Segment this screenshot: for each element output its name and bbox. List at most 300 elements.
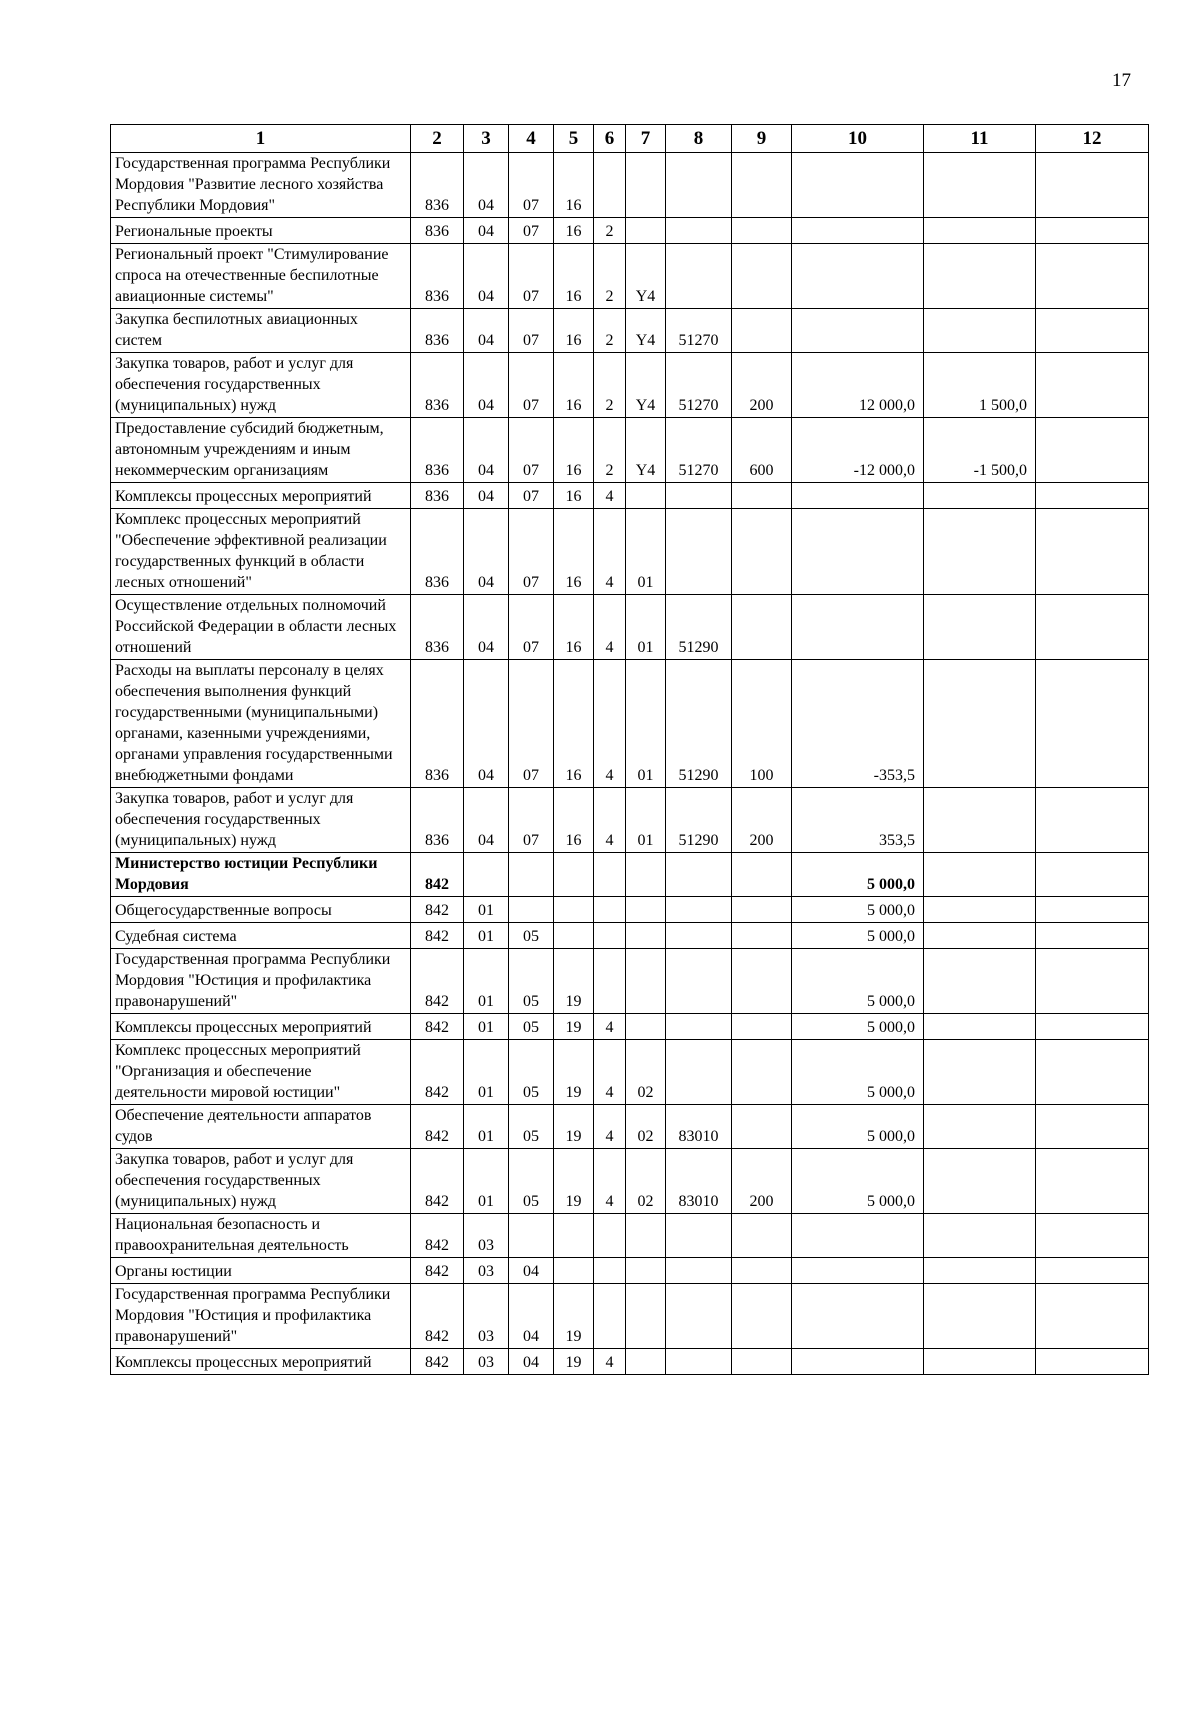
section-code-cell: 842 [411, 1040, 464, 1105]
amount-col12-cell [1036, 1349, 1149, 1375]
table-row [111, 1149, 1149, 1214]
amount-col11-cell [924, 595, 1036, 660]
chapter-code-cell: 04 [464, 660, 509, 788]
expense-type-cell [732, 483, 792, 509]
expense-type-cell [732, 595, 792, 660]
expense-type-cell [732, 1284, 792, 1349]
chapter-code-cell: 03 [464, 1349, 509, 1375]
column-header: 3 [464, 125, 509, 153]
event-code-cell: Y4 [626, 309, 666, 353]
table-row [111, 897, 1149, 923]
event-code-cell [626, 853, 666, 897]
amount-col11-cell [924, 897, 1036, 923]
amount-col11-cell [924, 1284, 1036, 1349]
amount-col10-cell [792, 509, 924, 595]
event-code-cell: 01 [626, 788, 666, 853]
table-row [111, 923, 1149, 949]
direction-code-cell [666, 923, 732, 949]
subsection-code-cell: 04 [509, 1349, 554, 1375]
column-header: 7 [626, 125, 666, 153]
amount-col11-cell [924, 1149, 1036, 1214]
section-code-cell: 836 [411, 309, 464, 353]
section-code-cell: 836 [411, 153, 464, 218]
event-code-cell: 01 [626, 660, 666, 788]
amount-col12-cell [1036, 483, 1149, 509]
row-name-cell: Комплексы процессных мероприятий [111, 1349, 411, 1375]
chapter-code-cell: 03 [464, 1258, 509, 1284]
direction-code-cell [666, 483, 732, 509]
subsection-code-cell: 07 [509, 353, 554, 418]
event-code-cell: Y4 [626, 418, 666, 483]
row-name-cell: Органы юстиции [111, 1258, 411, 1284]
table-row [111, 1014, 1149, 1040]
table-row [111, 244, 1149, 309]
subprogram-code-cell: 4 [594, 1349, 626, 1375]
amount-col12-cell [1036, 923, 1149, 949]
amount-col11-cell [924, 483, 1036, 509]
amount-col10-cell: 5 000,0 [792, 949, 924, 1014]
row-name-cell: Закупка товаров, работ и услуг для обеспечения государственных (муниципальных) нужд [111, 788, 411, 853]
program-code-cell: 16 [554, 509, 594, 595]
event-code-cell [626, 1349, 666, 1375]
amount-col10-cell [792, 153, 924, 218]
amount-col10-cell: 5 000,0 [792, 1040, 924, 1105]
row-name-cell: Комплекс процессных мероприятий "Обеспечение эффективной реализации государственных функций в области лесных отношений" [111, 509, 411, 595]
subprogram-code-cell: 2 [594, 244, 626, 309]
table-row [111, 1258, 1149, 1284]
amount-col11-cell [924, 153, 1036, 218]
event-code-cell [626, 1284, 666, 1349]
subprogram-code-cell: 4 [594, 1149, 626, 1214]
event-code-cell [626, 218, 666, 244]
direction-code-cell [666, 1284, 732, 1349]
row-name-cell: Закупка товаров, работ и услуг для обеспечения государственных (муниципальных) нужд [111, 353, 411, 418]
amount-col11-cell: 1 500,0 [924, 353, 1036, 418]
row-name-cell: Комплексы процессных мероприятий [111, 483, 411, 509]
amount-col12-cell [1036, 595, 1149, 660]
table-row [111, 660, 1149, 788]
subprogram-code-cell: 2 [594, 353, 626, 418]
amount-col12-cell [1036, 1105, 1149, 1149]
expense-type-cell [732, 923, 792, 949]
column-header: 9 [732, 125, 792, 153]
chapter-code-cell: 04 [464, 788, 509, 853]
amount-col11-cell [924, 788, 1036, 853]
table-row [111, 1040, 1149, 1105]
row-name-cell: Государственная программа Республики Мордовия "Юстиция и профилактика правонарушений" [111, 1284, 411, 1349]
program-code-cell: 16 [554, 353, 594, 418]
section-code-cell: 842 [411, 1214, 464, 1258]
expense-type-cell [732, 153, 792, 218]
direction-code-cell [666, 949, 732, 1014]
subsection-code-cell: 07 [509, 509, 554, 595]
table-row [111, 595, 1149, 660]
chapter-code-cell: 01 [464, 1014, 509, 1040]
table-row [111, 853, 1149, 897]
subprogram-code-cell: 4 [594, 595, 626, 660]
subprogram-code-cell: 4 [594, 509, 626, 595]
chapter-code-cell: 04 [464, 509, 509, 595]
subsection-code-cell: 07 [509, 309, 554, 353]
expense-type-cell [732, 218, 792, 244]
program-code-cell [554, 1214, 594, 1258]
amount-col12-cell [1036, 853, 1149, 897]
program-code-cell: 19 [554, 1105, 594, 1149]
chapter-code-cell: 04 [464, 218, 509, 244]
event-code-cell [626, 949, 666, 1014]
direction-code-cell: 51290 [666, 595, 732, 660]
subsection-code-cell: 07 [509, 218, 554, 244]
program-code-cell: 16 [554, 309, 594, 353]
subsection-code-cell: 07 [509, 660, 554, 788]
column-header: 8 [666, 125, 732, 153]
direction-code-cell: 51270 [666, 418, 732, 483]
amount-col10-cell [792, 244, 924, 309]
column-header: 12 [1036, 125, 1149, 153]
subprogram-code-cell: 2 [594, 218, 626, 244]
expense-type-cell [732, 1214, 792, 1258]
expense-type-cell: 200 [732, 788, 792, 853]
amount-col10-cell [792, 309, 924, 353]
row-name-cell: Региональный проект "Стимулирование спроса на отечественные беспилотные авиационные системы" [111, 244, 411, 309]
column-header: 11 [924, 125, 1036, 153]
chapter-code-cell: 03 [464, 1284, 509, 1349]
table-row [111, 218, 1149, 244]
column-header: 1 [111, 125, 411, 153]
chapter-code-cell: 01 [464, 1105, 509, 1149]
expense-type-cell: 600 [732, 418, 792, 483]
program-code-cell [554, 1258, 594, 1284]
table-row [111, 353, 1149, 418]
subsection-code-cell: 07 [509, 244, 554, 309]
section-code-cell: 836 [411, 218, 464, 244]
chapter-code-cell: 01 [464, 949, 509, 1014]
section-code-cell: 842 [411, 1014, 464, 1040]
subsection-code-cell: 07 [509, 595, 554, 660]
amount-col11-cell [924, 1040, 1036, 1105]
subprogram-code-cell [594, 949, 626, 1014]
event-code-cell [626, 483, 666, 509]
section-code-cell: 842 [411, 897, 464, 923]
direction-code-cell [666, 1349, 732, 1375]
chapter-code-cell: 01 [464, 897, 509, 923]
amount-col10-cell: 353,5 [792, 788, 924, 853]
amount-col10-cell [792, 1258, 924, 1284]
section-code-cell: 836 [411, 509, 464, 595]
amount-col10-cell [792, 595, 924, 660]
program-code-cell [554, 853, 594, 897]
amount-col12-cell [1036, 897, 1149, 923]
direction-code-cell: 51290 [666, 788, 732, 853]
table-row [111, 1349, 1149, 1375]
section-code-cell: 842 [411, 1105, 464, 1149]
program-code-cell: 16 [554, 483, 594, 509]
amount-col10-cell: 5 000,0 [792, 1105, 924, 1149]
section-code-cell: 836 [411, 483, 464, 509]
header-row [111, 125, 1149, 153]
event-code-cell: Y4 [626, 244, 666, 309]
event-code-cell [626, 153, 666, 218]
amount-col10-cell: 5 000,0 [792, 897, 924, 923]
section-code-cell: 836 [411, 418, 464, 483]
subsection-code-cell: 07 [509, 483, 554, 509]
event-code-cell [626, 1214, 666, 1258]
row-name-cell: Региональные проекты [111, 218, 411, 244]
amount-col11-cell [924, 1105, 1036, 1149]
chapter-code-cell: 04 [464, 353, 509, 418]
amount-col12-cell [1036, 1258, 1149, 1284]
amount-col10-cell: -12 000,0 [792, 418, 924, 483]
expense-type-cell [732, 244, 792, 309]
direction-code-cell [666, 1214, 732, 1258]
column-header: 2 [411, 125, 464, 153]
row-name-cell: Обеспечение деятельности аппаратов судов [111, 1105, 411, 1149]
subprogram-code-cell [594, 1258, 626, 1284]
direction-code-cell [666, 153, 732, 218]
subprogram-code-cell [594, 1284, 626, 1349]
row-name-cell: Комплекс процессных мероприятий "Организация и обеспечение деятельности мировой юстиции" [111, 1040, 411, 1105]
subsection-code-cell [509, 853, 554, 897]
amount-col12-cell [1036, 788, 1149, 853]
table-row [111, 949, 1149, 1014]
expense-type-cell [732, 897, 792, 923]
row-name-cell: Государственная программа Республики Мордовия "Развитие лесного хозяйства Республики Мордовия" [111, 153, 411, 218]
amount-col12-cell [1036, 218, 1149, 244]
amount-col12-cell [1036, 1214, 1149, 1258]
subsection-code-cell [509, 897, 554, 923]
program-code-cell: 16 [554, 218, 594, 244]
amount-col12-cell [1036, 1284, 1149, 1349]
amount-col11-cell [924, 1349, 1036, 1375]
program-code-cell: 16 [554, 153, 594, 218]
program-code-cell: 19 [554, 1040, 594, 1105]
event-code-cell [626, 1014, 666, 1040]
amount-col12-cell [1036, 509, 1149, 595]
table-row [111, 309, 1149, 353]
subprogram-code-cell [594, 1214, 626, 1258]
direction-code-cell [666, 244, 732, 309]
subsection-code-cell: 07 [509, 788, 554, 853]
subsection-code-cell: 07 [509, 418, 554, 483]
chapter-code-cell: 04 [464, 153, 509, 218]
direction-code-cell: 83010 [666, 1105, 732, 1149]
event-code-cell: 02 [626, 1149, 666, 1214]
row-name-cell: Закупка беспилотных авиационных систем [111, 309, 411, 353]
table-row [111, 509, 1149, 595]
amount-col11-cell [924, 949, 1036, 1014]
subprogram-code-cell [594, 897, 626, 923]
subprogram-code-cell: 4 [594, 483, 626, 509]
table-row [111, 153, 1149, 218]
direction-code-cell [666, 509, 732, 595]
section-code-cell: 842 [411, 1149, 464, 1214]
amount-col10-cell: 5 000,0 [792, 1014, 924, 1040]
subsection-code-cell: 07 [509, 153, 554, 218]
amount-col11-cell [924, 1214, 1036, 1258]
event-code-cell: Y4 [626, 353, 666, 418]
subsection-code-cell [509, 1214, 554, 1258]
amount-col10-cell [792, 218, 924, 244]
expense-type-cell: 200 [732, 353, 792, 418]
section-code-cell: 836 [411, 353, 464, 418]
program-code-cell: 16 [554, 595, 594, 660]
expense-type-cell [732, 1040, 792, 1105]
table-row [111, 788, 1149, 853]
row-name-cell: Министерство юстиции Республики Мордовия [111, 853, 411, 897]
column-header: 6 [594, 125, 626, 153]
table-row [111, 418, 1149, 483]
row-name-cell: Предоставление субсидий бюджетным, автономным учреждениям и иным некоммерческим организациям [111, 418, 411, 483]
amount-col10-cell: 12 000,0 [792, 353, 924, 418]
chapter-code-cell: 01 [464, 923, 509, 949]
amount-col11-cell [924, 1258, 1036, 1284]
expense-type-cell [732, 853, 792, 897]
amount-col12-cell [1036, 949, 1149, 1014]
column-header: 10 [792, 125, 924, 153]
amount-col10-cell [792, 1349, 924, 1375]
amount-col11-cell [924, 244, 1036, 309]
subprogram-code-cell: 4 [594, 1105, 626, 1149]
program-code-cell: 19 [554, 949, 594, 1014]
amount-col12-cell [1036, 153, 1149, 218]
row-name-cell: Расходы на выплаты персоналу в целях обеспечения выполнения функций государственными (муниципальными) органами, казенными учреждениями, органами управления государственными внебюджетными фондами [111, 660, 411, 788]
expense-type-cell [732, 1014, 792, 1040]
direction-code-cell [666, 1258, 732, 1284]
column-header: 5 [554, 125, 594, 153]
event-code-cell: 02 [626, 1040, 666, 1105]
budget-table [110, 124, 1149, 1375]
section-code-cell: 842 [411, 1349, 464, 1375]
amount-col10-cell: -353,5 [792, 660, 924, 788]
subprogram-code-cell [594, 923, 626, 949]
program-code-cell [554, 897, 594, 923]
section-code-cell: 836 [411, 788, 464, 853]
table-row [111, 1214, 1149, 1258]
expense-type-cell [732, 1105, 792, 1149]
program-code-cell: 19 [554, 1149, 594, 1214]
program-code-cell: 16 [554, 788, 594, 853]
expense-type-cell [732, 1258, 792, 1284]
amount-col11-cell [924, 660, 1036, 788]
subprogram-code-cell: 2 [594, 418, 626, 483]
chapter-code-cell: 04 [464, 595, 509, 660]
row-name-cell: Комплексы процессных мероприятий [111, 1014, 411, 1040]
subsection-code-cell: 04 [509, 1284, 554, 1349]
program-code-cell [554, 923, 594, 949]
amount-col10-cell: 5 000,0 [792, 923, 924, 949]
event-code-cell [626, 1258, 666, 1284]
subsection-code-cell: 05 [509, 1014, 554, 1040]
event-code-cell [626, 923, 666, 949]
row-name-cell: Осуществление отдельных полномочий Российской Федерации в области лесных отношений [111, 595, 411, 660]
row-name-cell: Общегосударственные вопросы [111, 897, 411, 923]
subsection-code-cell: 05 [509, 949, 554, 1014]
event-code-cell [626, 897, 666, 923]
row-name-cell: Национальная безопасность и правоохранительная деятельность [111, 1214, 411, 1258]
event-code-cell: 01 [626, 595, 666, 660]
direction-code-cell: 51270 [666, 353, 732, 418]
subsection-code-cell: 05 [509, 1105, 554, 1149]
section-code-cell: 836 [411, 244, 464, 309]
subprogram-code-cell: 4 [594, 1014, 626, 1040]
table-row [111, 1105, 1149, 1149]
amount-col12-cell [1036, 1149, 1149, 1214]
subprogram-code-cell: 4 [594, 660, 626, 788]
subsection-code-cell: 05 [509, 1040, 554, 1105]
direction-code-cell: 83010 [666, 1149, 732, 1214]
amount-col12-cell [1036, 418, 1149, 483]
amount-col12-cell [1036, 1040, 1149, 1105]
row-name-cell: Государственная программа Республики Мордовия "Юстиция и профилактика правонарушений" [111, 949, 411, 1014]
direction-code-cell: 51270 [666, 309, 732, 353]
expense-type-cell: 100 [732, 660, 792, 788]
amount-col12-cell [1036, 1014, 1149, 1040]
amount-col10-cell [792, 1284, 924, 1349]
amount-col11-cell [924, 853, 1036, 897]
direction-code-cell [666, 1040, 732, 1105]
table-body [111, 153, 1149, 1375]
amount-col10-cell: 5 000,0 [792, 853, 924, 897]
amount-col12-cell [1036, 244, 1149, 309]
table-row [111, 483, 1149, 509]
section-code-cell: 842 [411, 1284, 464, 1349]
subprogram-code-cell: 2 [594, 309, 626, 353]
event-code-cell: 01 [626, 509, 666, 595]
expense-type-cell [732, 509, 792, 595]
section-code-cell: 842 [411, 923, 464, 949]
row-name-cell: Судебная система [111, 923, 411, 949]
program-code-cell: 16 [554, 660, 594, 788]
program-code-cell: 16 [554, 244, 594, 309]
direction-code-cell: 51290 [666, 660, 732, 788]
event-code-cell: 02 [626, 1105, 666, 1149]
amount-col12-cell [1036, 353, 1149, 418]
chapter-code-cell: 04 [464, 418, 509, 483]
expense-type-cell: 200 [732, 1149, 792, 1214]
subprogram-code-cell [594, 853, 626, 897]
chapter-code-cell: 04 [464, 483, 509, 509]
direction-code-cell [666, 218, 732, 244]
amount-col11-cell [924, 509, 1036, 595]
amount-col11-cell [924, 1014, 1036, 1040]
amount-col10-cell [792, 483, 924, 509]
program-code-cell: 16 [554, 418, 594, 483]
expense-type-cell [732, 1349, 792, 1375]
table-row [111, 1284, 1149, 1349]
section-code-cell: 836 [411, 660, 464, 788]
row-name-cell: Закупка товаров, работ и услуг для обеспечения государственных (муниципальных) нужд [111, 1149, 411, 1214]
chapter-code-cell: 01 [464, 1040, 509, 1105]
column-header: 4 [509, 125, 554, 153]
section-code-cell: 842 [411, 1258, 464, 1284]
direction-code-cell [666, 897, 732, 923]
subprogram-code-cell [594, 153, 626, 218]
chapter-code-cell: 04 [464, 309, 509, 353]
page-number: 17 [1112, 70, 1131, 91]
section-code-cell: 842 [411, 853, 464, 897]
section-code-cell: 842 [411, 949, 464, 1014]
subsection-code-cell: 05 [509, 1149, 554, 1214]
subsection-code-cell: 04 [509, 1258, 554, 1284]
subsection-code-cell: 05 [509, 923, 554, 949]
chapter-code-cell: 03 [464, 1214, 509, 1258]
section-code-cell: 836 [411, 595, 464, 660]
amount-col11-cell [924, 309, 1036, 353]
amount-col12-cell [1036, 309, 1149, 353]
chapter-code-cell: 01 [464, 1149, 509, 1214]
direction-code-cell [666, 1014, 732, 1040]
program-code-cell: 19 [554, 1349, 594, 1375]
